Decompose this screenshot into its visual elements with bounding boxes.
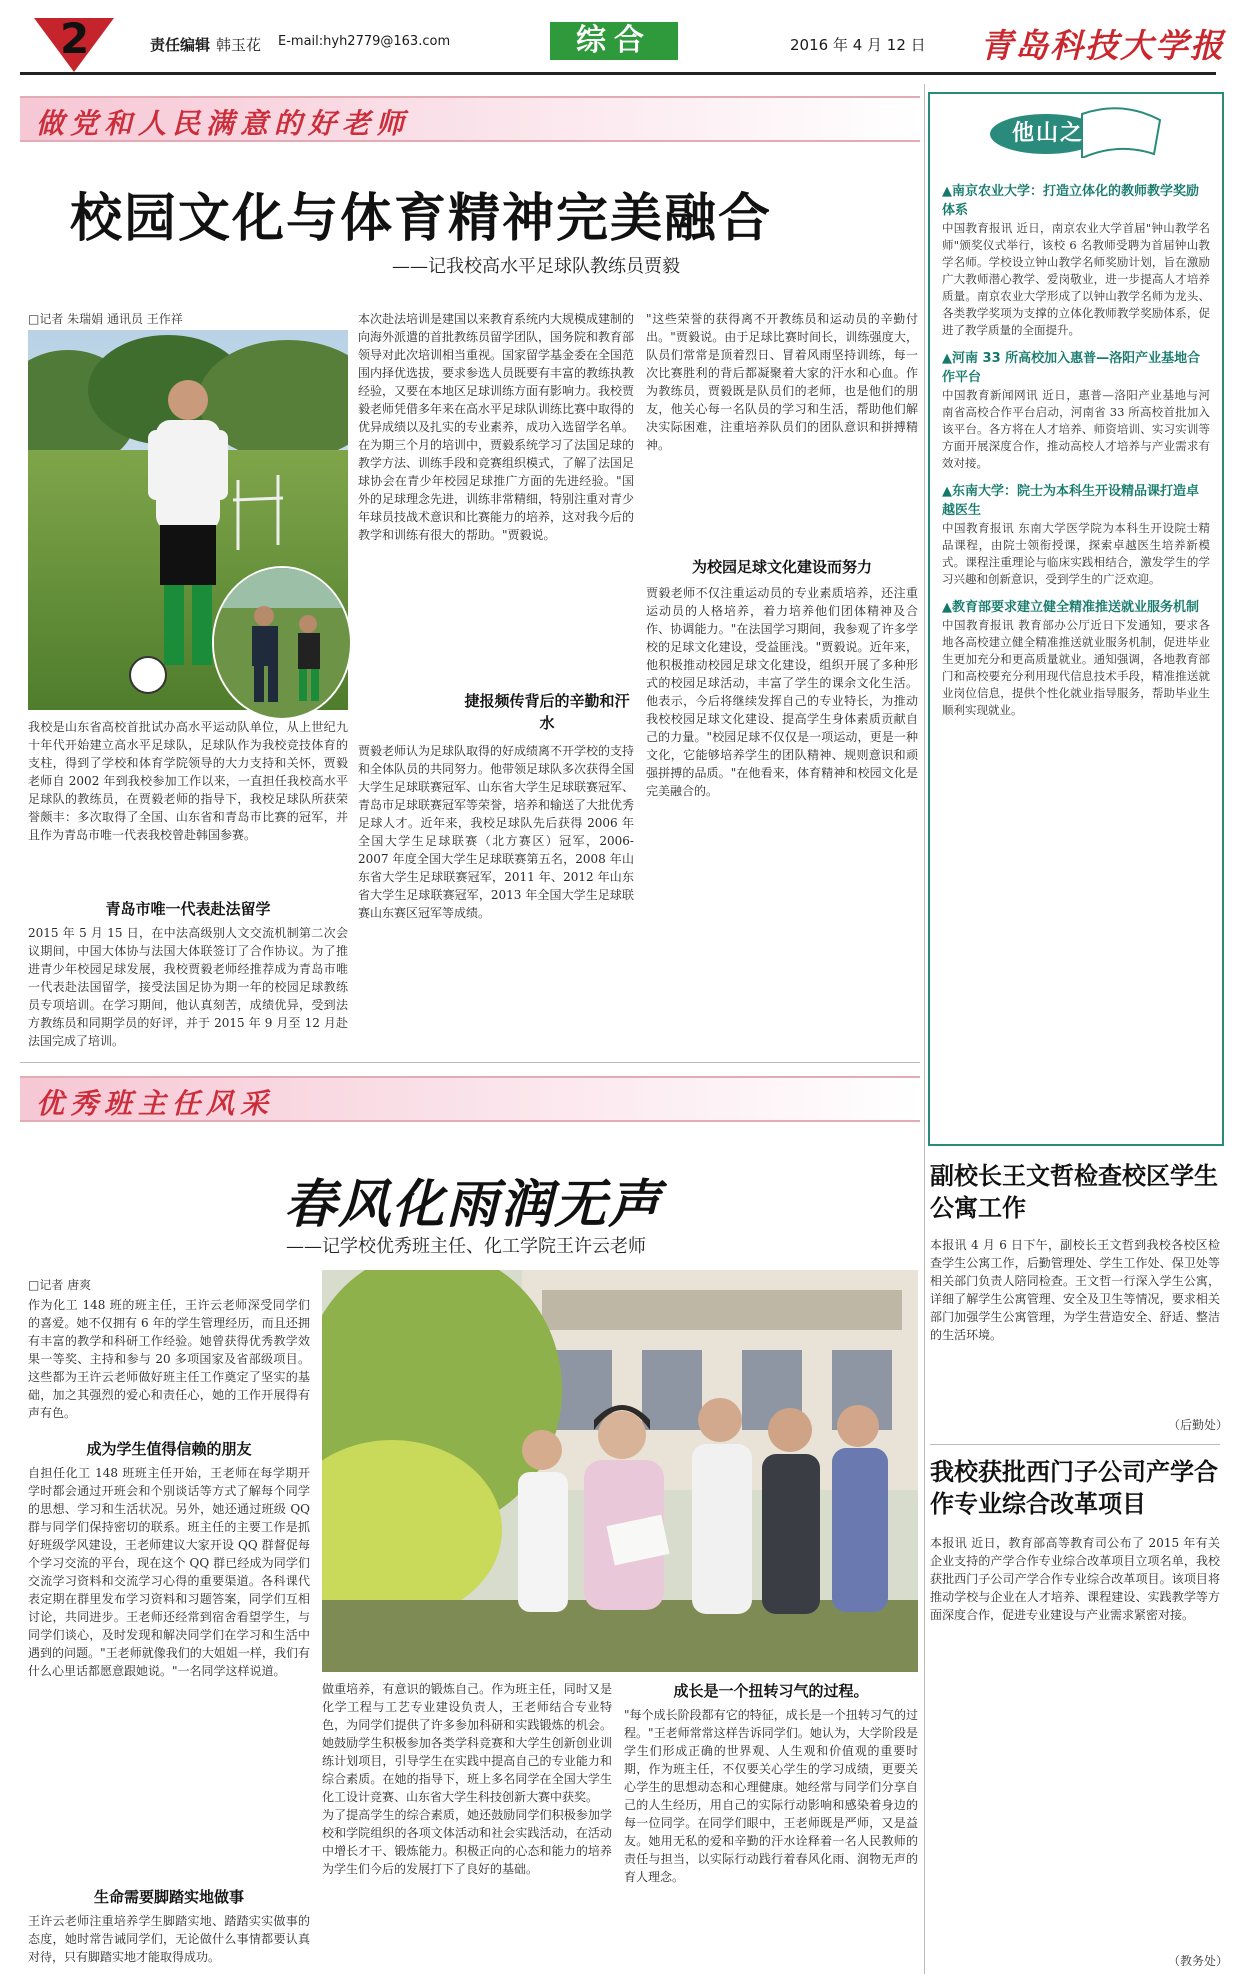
editor-label: 责任编辑 [150, 36, 211, 54]
article-divider [20, 1062, 920, 1063]
article2-col2-text: 做重培养，有意识的锻炼自己。作为班主任，同时又是化学工程与工艺专业建设负责人，王老师结合专业特色，为同学们提供了许多参加科研和实践锻炼的机会。她鼓励学生积极参加各类学科竞赛和大学生创新创业训练计划项目，引导学生在实践中提高自己的专业能力和综合素质。在她的指导下，班上多名同学在全国大学生化工设计竞赛、山东省大学生科技创新大赛中获奖。 [322, 1682, 612, 1804]
article2-section1-body: 自担任化工 148 班班主任开始，王老师在每学期开学时都会通过开班会和个别谈话等方式了解每个同学的思想、学习和生活状况。另外，她还通过班级 QQ 群与同学们保持密切的联系。班主任的主要工作是抓好班级学风建设，王老师建议大家开设 QQ 群督促每个学习交流的平台，现在这个 QQ 群已经成为同学们交流学习资料和交流学习心得的重要渠道。各科课代表定期在群里发布学习资料和习题答案，同学们互相讨论，共同进步。王老师还经常到宿舍看望学生，与同学们谈心，及时发现和解决同学们在学习和生活中遇到的问题。"王老师就像我们的大姐姐一样，我们有什么心里话都愿意跟她说。"一名同学这样说道。 [28, 1466, 310, 1678]
page-number: 2 [60, 14, 90, 63]
sidebar-item-title: ▲教育部要求建立健全精准推送就业服务机制 [942, 600, 1199, 615]
sidebar-item [942, 349, 1210, 472]
article1-col3-body2: 贾毅老师不仅注重运动员的专业素质培养，还注重运动员的人格培养，着力培养他们团体精神及合作、协调能力。"在法国学习期间，我参观了许多学校的足球文化建设，受益匪浅。"贾毅说。近年来，他积极推动校园足球文化建设，组织开展了多种形式的校园足球活动，丰富了学生的课余文化生活。他表示，今后将继续发挥自己的专业特长，为推动我校校园足球文化建设、提高学生身体素质贡献自己的力量。"校园足球不仅仅是一项运动，更是一种文化，它能够培养学生的团队精神、规则意识和顽强拼搏的品质。"在他看来，体育精神和校园文化是完美融合的。 [646, 586, 918, 798]
section-label: 综合 [550, 22, 678, 60]
sidebar-item-body: 中国教育报讯 近日，南京农业大学首届"钟山教学名师"颁奖仪式举行，该校 6 名教师受聘为首届钟山教学名师。学校设立钟山教学名师奖励计划，旨在激励广大教师潜心教学、爱岗敬业，进一步提高人才培养质量。南京农业大学形成了以钟山教学名师为龙头、各类教学奖项为支撑的立体化教师教学奖励体系，促进了教学质量的全面提升。 [942, 221, 1210, 337]
editor-email: E-mail:hyh2779@163.com [278, 34, 451, 49]
article2-section2-body: 王许云老师注重培养学生脚踏实地、踏踏实实做事的态度，她时常告诫同学们，无论做什么事情都要认真对待，只有脚踏实地才能取得成功。 [28, 1914, 310, 1964]
sidebar-item-body: 中国教育报讯 教育部办公厅近日下发通知，要求各地各高校建立健全精准推送就业服务机制，促进毕业生更加充分和更高质量就业。通知强调，各地教育部门和高校要充分利用现代信息技术手段，精准推送就业岗位信息，提供个性化就业指导服务，帮助毕业生顺利实现就业。 [942, 618, 1210, 717]
news-divider [930, 1444, 1220, 1445]
news2-title: 我校获批西门子公司产学合作专业综合改革项目 [930, 1457, 1218, 1518]
article1-col3-section-title: 为校园足球文化建设而努力 [691, 558, 872, 576]
article1-col2-body2: 贾毅老师认为足球队取得的好成绩离不开学校的支持和全体队员的共同努力。他带领足球队多次获得全国大学生足球联赛冠军、山东省大学生足球联赛冠军、青岛市足球联赛冠军等荣誉，培养和输送了大批优秀足球人才。近年来，我校足球队先后获得 2006 年全国大学生足球联赛（北方赛区）冠军，2006-2007 年度全国大学生足球联赛第五名，2008 年山东省大学生足球联赛冠军，2011 年、2012 年山东省大学生足球联赛冠军，2013 年全国大学生足球联赛山东赛区冠军等成绩。 [358, 744, 634, 920]
sidebar-item [942, 482, 1210, 588]
article1-col2-section-title: 捷报频传背后的辛勤和汗水 [464, 692, 630, 732]
article2-col3-section-title: 成长是一个扭转习气的过程。 [673, 1682, 869, 1700]
news1-title: 副校长王文哲检查校区学生公寓工作 [930, 1161, 1218, 1222]
sidebar-item-body: 中国教育新闻网讯 近日，惠普—洛阳产业基地与河南省高校合作平台启动，河南省 33 所高校首批加入该平台。各方将在人才培养、师资培训、实习实训等方面开展深度合作，推动高校人才培养与产业需求有效对接。 [942, 388, 1210, 470]
paper-name-logo: 青岛科技大学报 [980, 26, 1225, 65]
article1-banner-text: 做党和人民满意的好老师 [36, 107, 411, 140]
sidebar-item-body: 中国教育报讯 东南大学医学院为本科生开设院士精品课程，由院士领衔授课，探索卓越医生培养新模式。课程注重理论与临床实践相结合，激发学生的学习兴趣和创新意识，受到学生的广泛欢迎。 [942, 521, 1210, 586]
article2-headline: 春风化雨润无声 [284, 1174, 663, 1235]
article1-col3-body: "这些荣誉的获得离不开教练员和运动员的辛勤付出。"贾毅说。由于足球比赛时间长，训练强度大，队员们常常是顶着烈日、冒着风雨坚持训练，每一次比赛胜利的背后都凝聚着大家的汗水和心血。作为教练员，贾毅既是队员们的老师，也是他们的朋友，他关心每一名队员的学习和生活，帮助他们解决实际困难，注重培养队员们的团队意识和拼搏精神。 [646, 312, 918, 452]
article1-subhead: ——记我校高水平足球队教练员贾毅 [392, 256, 680, 277]
news2-source: （教务处） [1168, 1954, 1229, 1968]
editor-credit [150, 34, 261, 55]
article2-intro: 作为化工 148 班的班主任，王许云老师深受同学们的喜爱。她不仅拥有 6 年的学生管理经历，而且还拥有丰富的教学和科研工作经验。她曾获得优秀教学效果一等奖、主持和参与 20 多项国家及省部级项目。这些都为王许云老师做好班主任工作奠定了坚实的基础，加之其强烈的爱心和责任心，她的工作开展得有声有色。 [28, 1298, 310, 1420]
training-photo [212, 566, 352, 720]
issue-date: 2016 年 4 月 12 日 [790, 36, 926, 54]
article2-section2-title: 生命需要脚踏实地做事 [93, 1888, 244, 1906]
article2-banner [20, 1076, 920, 1122]
article2-col3-body: "每个成长阶段都有它的特征，成长是一个扭转习气的过程。"王老师常常这样告诉同学们。她认为，大学阶段是学生们形成正确的世界观、人生观和价值观的重要时期，作为班主任，不仅要关心学生的学习成绩，更要关心学生的思想动态和心理健康。她经常与同学们分享自己的人生经历，用自己的实际行动影响和感染着身边的每一位同学。在同学们眼中，王老师既是严师，又是益友。她用无私的爱和辛勤的汗水诠释着一名人民教师的责任与担当，以实际行动践行着春风化雨、润物无声的育人理念。 [624, 1708, 918, 1884]
sidebar-item-title: ▲南京农业大学：打造立体化的教师教学奖励体系 [942, 184, 1199, 218]
sidebar-item-title: ▲河南 33 所高校加入惠普—洛阳产业基地合作平台 [942, 351, 1201, 385]
article1-byline: □记者 朱瑞娟 通讯员 王作祥 [28, 312, 183, 326]
sidebar-item-title: ▲东南大学：院士为本科生开设精品课打造卓越医生 [942, 484, 1199, 518]
sidebar-logo [986, 104, 1166, 158]
editor-name: 韩玉花 [216, 36, 262, 54]
article1-section1-title: 青岛市唯一代表赴法留学 [105, 900, 271, 918]
news2-body: 本报讯 近日，教育部高等教育司公布了 2015 年有关企业支持的产学合作专业综合改革项目立项名单，我校获批西门子公司产学合作专业综合改革项目。该项目将推动学校与企业在人才培养、课程建设、实践教学等方面深度合作，促进专业建设与产业需求紧密对接。 [930, 1536, 1220, 1622]
article2-section1-title: 成为学生值得信赖的朋友 [86, 1440, 252, 1458]
article1-headline: 校园文化与体育精神完美融合 [70, 188, 773, 249]
article2-banner-text: 优秀班主任风采 [36, 1087, 275, 1120]
sidebar-items [942, 172, 1210, 719]
article2-subhead: ——记学校优秀班主任、化工学院王许云老师 [286, 1236, 646, 1257]
news1-source: （后勤处） [1168, 1418, 1229, 1432]
column-divider [924, 84, 925, 1974]
teacher-photo [322, 1270, 918, 1672]
article2-col2-text2: 为了提高学生的综合素质，她还鼓励同学们积极参加学校和学院组织的各项文体活动和社会实践活动，在活动中增长才干、锻炼能力。积极正向的心态和能力的培养为学生们今后的发展打下了良好的基础。 [322, 1808, 612, 1876]
news1-body: 本报讯 4 月 6 日下午，副校长王文哲到我校各校区检查学生公寓工作，后勤管理处、学生工作处、保卫处等相关部门负责人陪同检查。王文哲一行深入学生公寓，详细了解学生公寓管理、安全及卫生等情况，要求相关部门加强学生公寓管理，为学生营造安全、舒适、整洁的生活环境。 [930, 1238, 1220, 1342]
masthead-rule [20, 72, 1216, 75]
article2-col2-body [322, 1680, 612, 1976]
article1-banner [20, 96, 920, 142]
article1-col2-body: 本次赴法培训是建国以来教育系统内大规模成建制的向海外派遣的首批教练员留学团队，国务院和教育部领导对此次培训相当重视。国家留学基金委在全国范围内择优选拔，要求参选人员既要有丰富的教练执教经验，又要在本地区足球训练方面有影响力。我校贾毅老师凭借多年来在高水平足球队训练比赛中取得的优异成绩以及扎实的专业素养，成功入选留学名单。在为期三个月的培训中，贾毅系统学习了法国足球的教学方法、训练手段和竞赛组织模式，了解了法国足球协会在青少年校园足球推广方面的先进经验。"国外的足球理念先进，训练非常精细，特别注重对青少年球员技战术意识和比赛能力的培养，这对我今后的教学和训练有很大的帮助。"贾毅说。 [358, 312, 634, 542]
article1-section1-body: 2015 年 5 月 15 日，在中法高级别人文交流机制第二次会议期间，中国大体协与法国大体联签订了合作协议。为了推进青少年校园足球发展，我校贾毅老师经推荐成为青岛市唯一代表赴法国留学，接受法国足协为期一年的校园足球教练员专项培训。在学习期间，他认真刻苦，成绩优异，受到法方教练员和同期学员的好评，并于 2015 年 9 月至 12 月赴法国完成了培训。 [28, 926, 348, 1048]
sidebar-logo-text: 他山之石 [1012, 120, 1109, 146]
sidebar-box [928, 92, 1224, 1146]
sidebar-item [942, 598, 1210, 719]
article2-byline: □记者 唐爽 [28, 1278, 92, 1292]
article1-caption: 我校是山东省高校首批试办高水平运动队单位，从上世纪九十年代开始建立高水平足球队，足球队作为我校竞技体育的支柱，得到了学校和体育学院领导的大力支持和关怀，贾毅老师自 2002 年到我校参加工作以来，一直担任我校高水平足球队的教练员，在贾毅老师的指导下，我校足球队所获荣誉颇丰：多次取得了全国、山东省和青岛市比赛的冠军，并且作为青岛市唯一代表我校曾赴韩国参赛。 [28, 720, 348, 842]
sidebar-item [942, 182, 1210, 339]
